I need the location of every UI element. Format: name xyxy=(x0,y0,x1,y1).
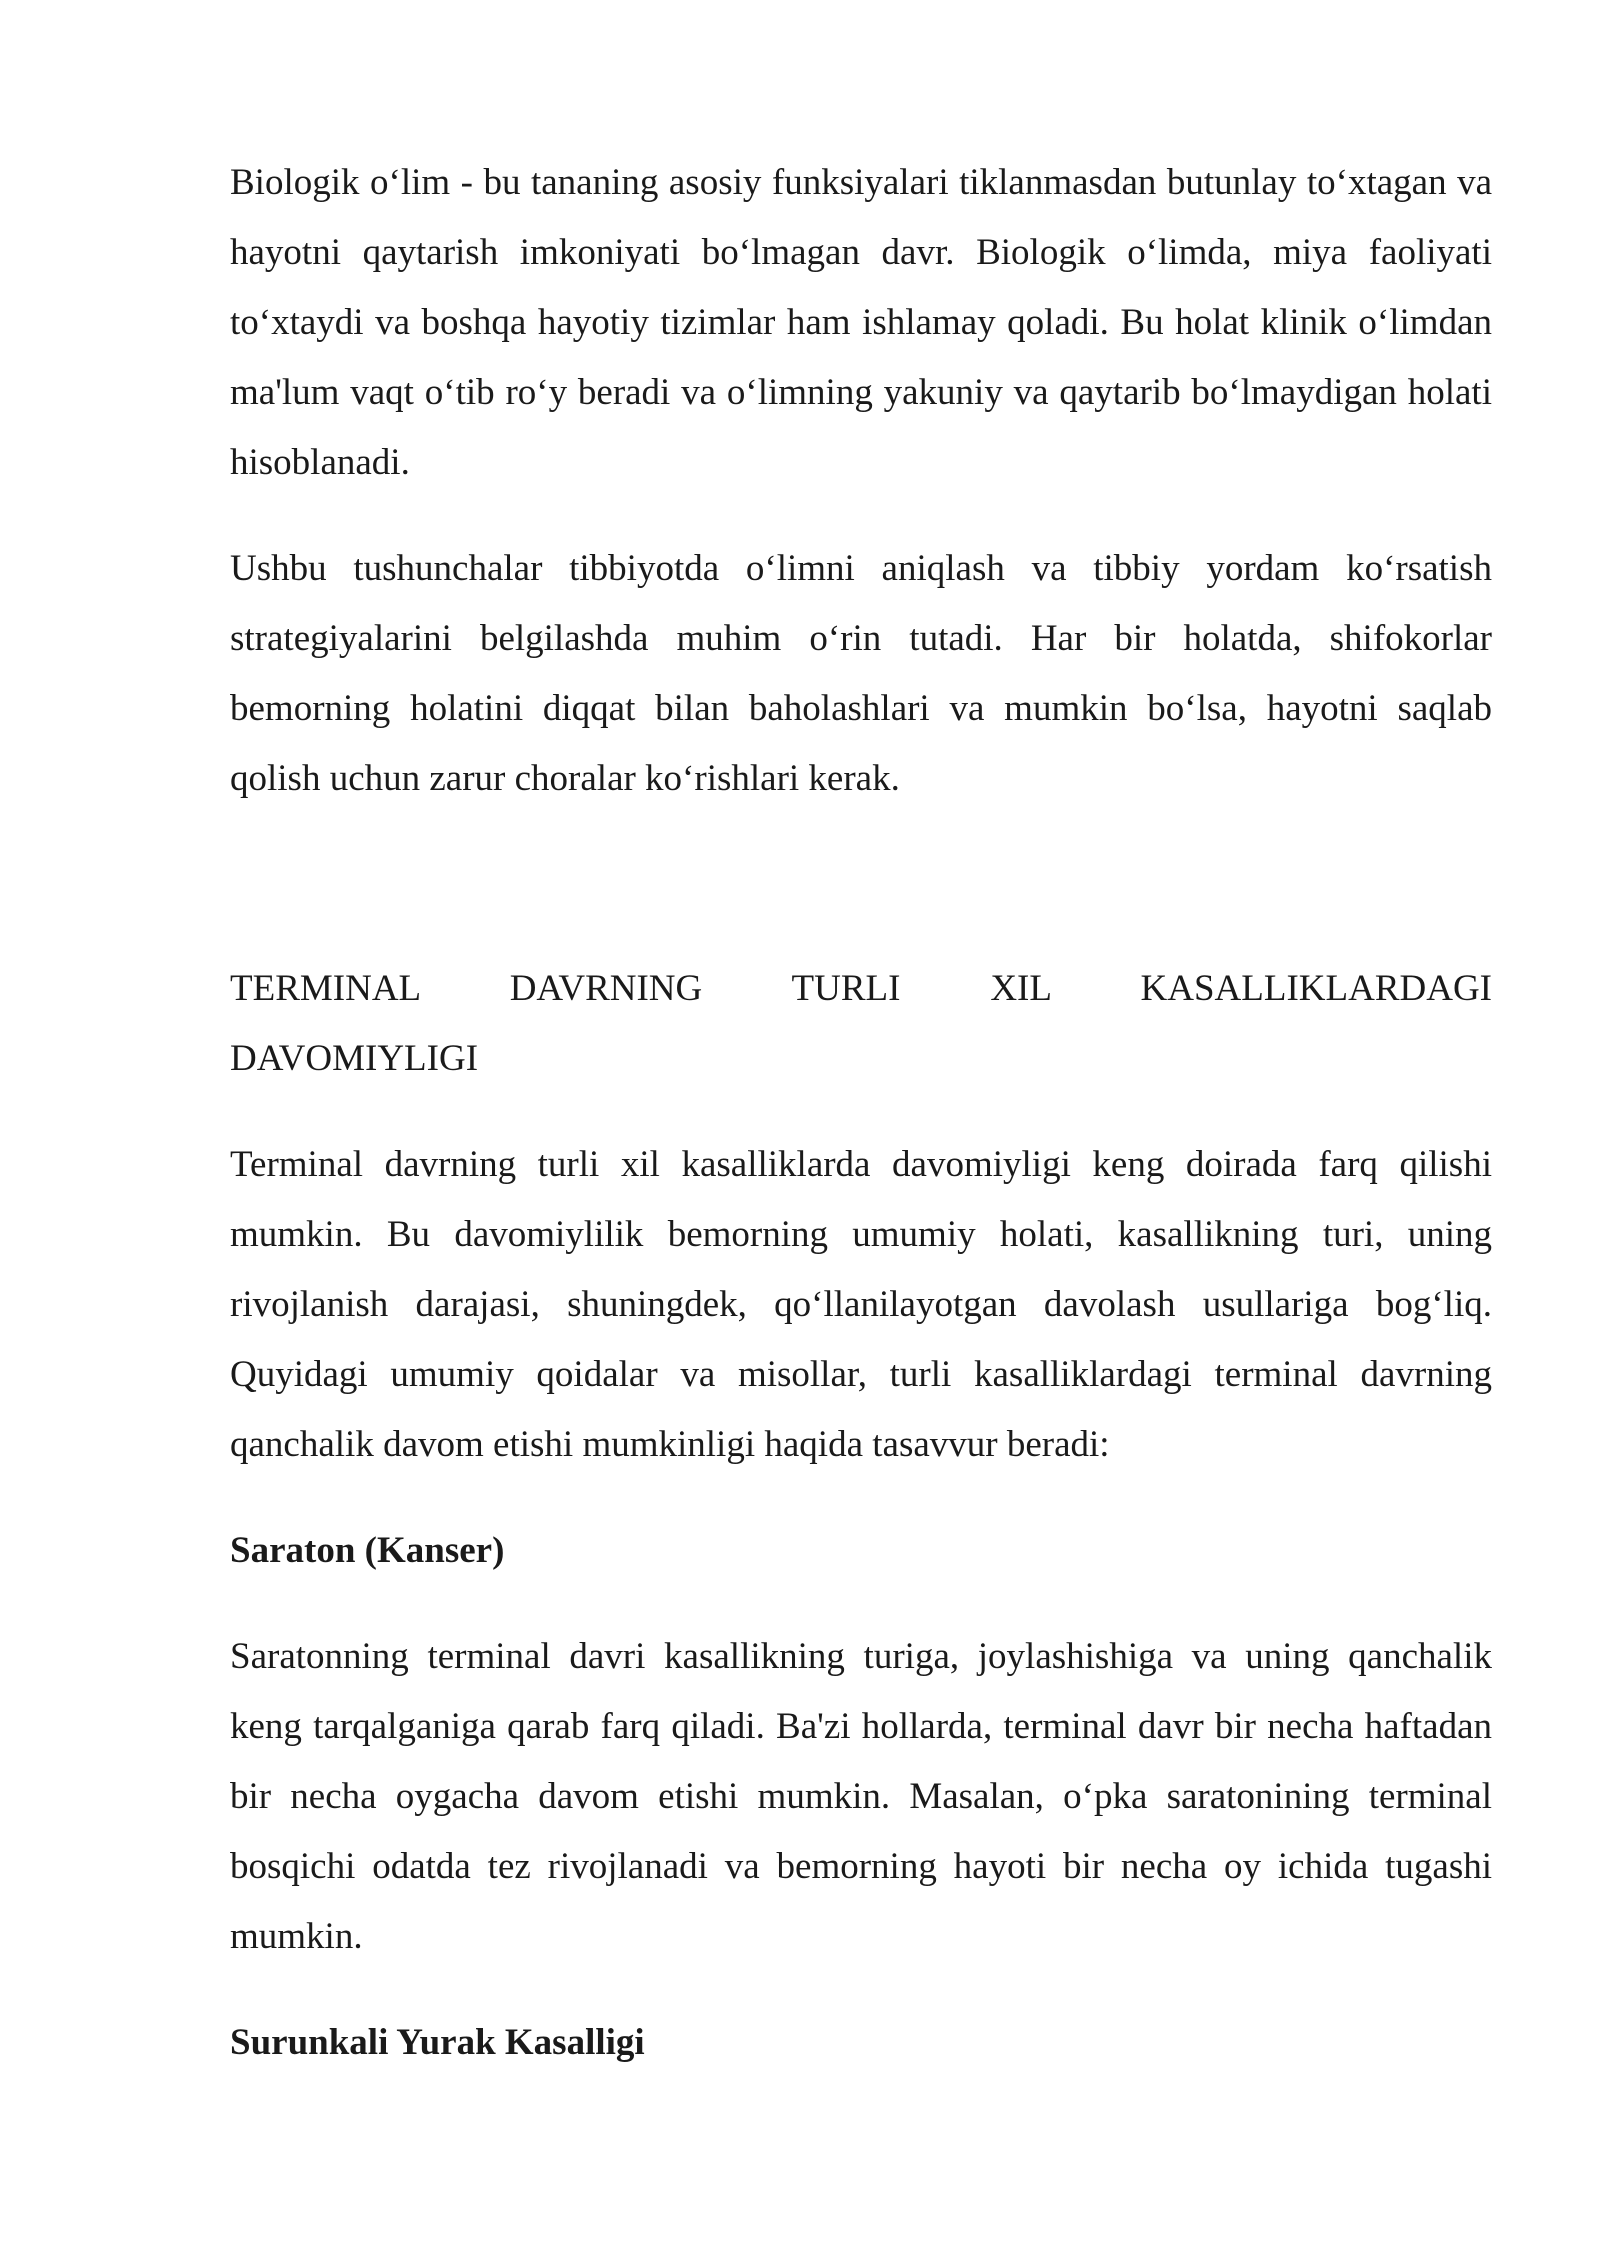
subheading-cancer: Saraton (Kanser) xyxy=(230,1530,505,1571)
document-page xyxy=(230,148,1492,2114)
subheading-heart-disease: Surunkali Yurak Kasalligi xyxy=(230,2022,645,2063)
paragraph-terminal-intro: Terminal davrning turli xil kasalliklarda davomiyligi keng doirada farq qilishi mumkin. Bu davomiylilik bemorning umumiy holati, kasallikning turi, uning rivojlanish darajasi, shuningdek, qo‘llanilayotgan davolash usullariga bog‘liq. Quyidagi umumiy qoidalar va misollar, turli kasalliklardagi terminal davrning qanchalik davom etishi mumkinligi haqida tasavvur beradi: xyxy=(230,1144,1492,1465)
paragraph-biological-death: Biologik o‘lim - bu tananing asosiy funksiyalari tiklanmasdan butunlay to‘xtagan va hayotni qaytarish imkoniyati bo‘lmagan davr. Biologik o‘limda, miya faoliyati to‘xtaydi va boshqa hayotiy tizimlar ham ishlamay qoladi. Bu holat klinik o‘limdan ma'lum vaqt o‘tib ro‘y beradi va o‘limning yakuniy va qaytarib bo‘lmaydigan holati hisoblanadi. xyxy=(230,162,1492,483)
section-heading-terminal-duration: TERMINAL DAVRNING TURLI XIL KASALLIKLARDAGI DAVOMIYLIGI xyxy=(230,968,1492,1079)
paragraph-cancer: Saratonning terminal davri kasallikning turiga, joylashishiga va uning qanchalik keng tarqalganiga qarab farq qiladi. Ba'zi hollarda, terminal davr bir necha haftadan bir necha oygacha davom etishi mumkin. Masalan, o‘pka saratonining terminal bosqichi odatda tez rivojlanadi va bemorning hayoti bir necha oy ichida tugashi mumkin. xyxy=(230,1636,1492,1957)
paragraph-concepts-importance: Ushbu tushunchalar tibbiyotda o‘limni aniqlash va tibbiy yordam ko‘rsatish strategiyalarini belgilashda muhim o‘rin tutadi. Har bir holatda, shifokorlar bemorning holatini diqqat bilan baholashlari va mumkin bo‘lsa, hayotni saqlab qolish uchun zarur choralar ko‘rishlari kerak. xyxy=(230,548,1492,799)
